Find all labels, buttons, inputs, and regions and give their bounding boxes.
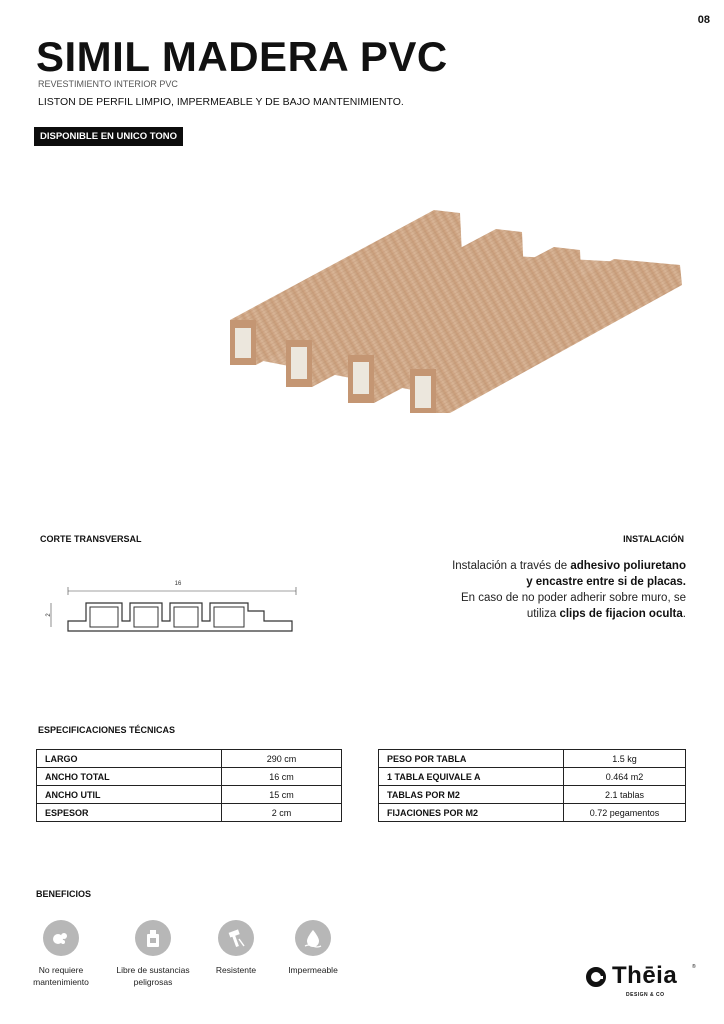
cross-section-drawing: [40, 575, 310, 645]
benefit-no-hazardous: Libre de sustancias peligrosas: [108, 920, 198, 988]
table-row: TABLAS POR M2 2.1 tablas: [379, 786, 686, 804]
cross-section-heading: CORTE TRANSVERSAL: [40, 534, 142, 544]
benefit-resistant: Resistente: [191, 920, 281, 976]
product-image: [210, 195, 700, 455]
installation-line-1: Instalación a través de adhesivo poliuretano: [452, 560, 686, 572]
benefit-no-maintenance: No requiere mantenimiento: [16, 920, 106, 988]
brand-name: Thēia: [612, 962, 678, 989]
table-row: 1 TABLA EQUIVALE A 0.464 m2: [379, 768, 686, 786]
table-row: LARGO 290 cm: [37, 750, 342, 768]
installation-line-2: y encastre entre si de placas.: [526, 576, 686, 588]
hammer-icon: [218, 920, 254, 956]
installation-line-3: En caso de no poder adherir sobre muro, se: [460, 592, 686, 604]
table-row: ESPESOR 2 cm: [37, 804, 342, 822]
benefit-waterproof: Impermeable: [268, 920, 358, 976]
specs-heading: ESPECIFICACIONES TÉCNICAS: [38, 725, 176, 735]
benefits-heading: BENEFICIOS: [36, 889, 92, 899]
brand-logo: [586, 964, 706, 1004]
installation-text: [366, 558, 686, 622]
availability-badge: DISPONIBLE EN UNICO TONO: [34, 127, 183, 146]
table-row: FIJACIONES POR M2 0.72 pegamentos: [379, 804, 686, 822]
registered-mark: ®: [692, 964, 696, 970]
table-row: ANCHO UTIL 15 cm: [37, 786, 342, 804]
height-dimension-label: 2: [46, 613, 52, 617]
brand-tagline: DESIGN & CO: [626, 992, 665, 998]
page-number: 08: [697, 14, 710, 26]
chemical-bottle-icon: [135, 920, 171, 956]
logo-ring-icon: [586, 967, 606, 987]
product-description: LISTON DE PERFIL LIMPIO, IMPERMEABLE Y DE BAJO MANTENIMIENTO.: [38, 96, 404, 108]
table-row: PESO POR TABLA 1.5 kg: [379, 750, 686, 768]
table-row: ANCHO TOTAL 16 cm: [37, 768, 342, 786]
installation-line-4: utiliza clips de fijacion oculta.: [526, 608, 686, 620]
specs-table-right: [378, 749, 686, 822]
page-title: SIMIL MADERA PVC: [36, 33, 448, 80]
width-dimension-label: 16: [174, 581, 182, 587]
cleaning-icon: [43, 920, 79, 956]
water-drop-icon: [295, 920, 331, 956]
subtitle: REVESTIMIENTO INTERIOR PVC: [38, 79, 178, 89]
specs-table-left: [36, 749, 342, 822]
installation-heading: INSTALACIÓN: [623, 534, 684, 544]
